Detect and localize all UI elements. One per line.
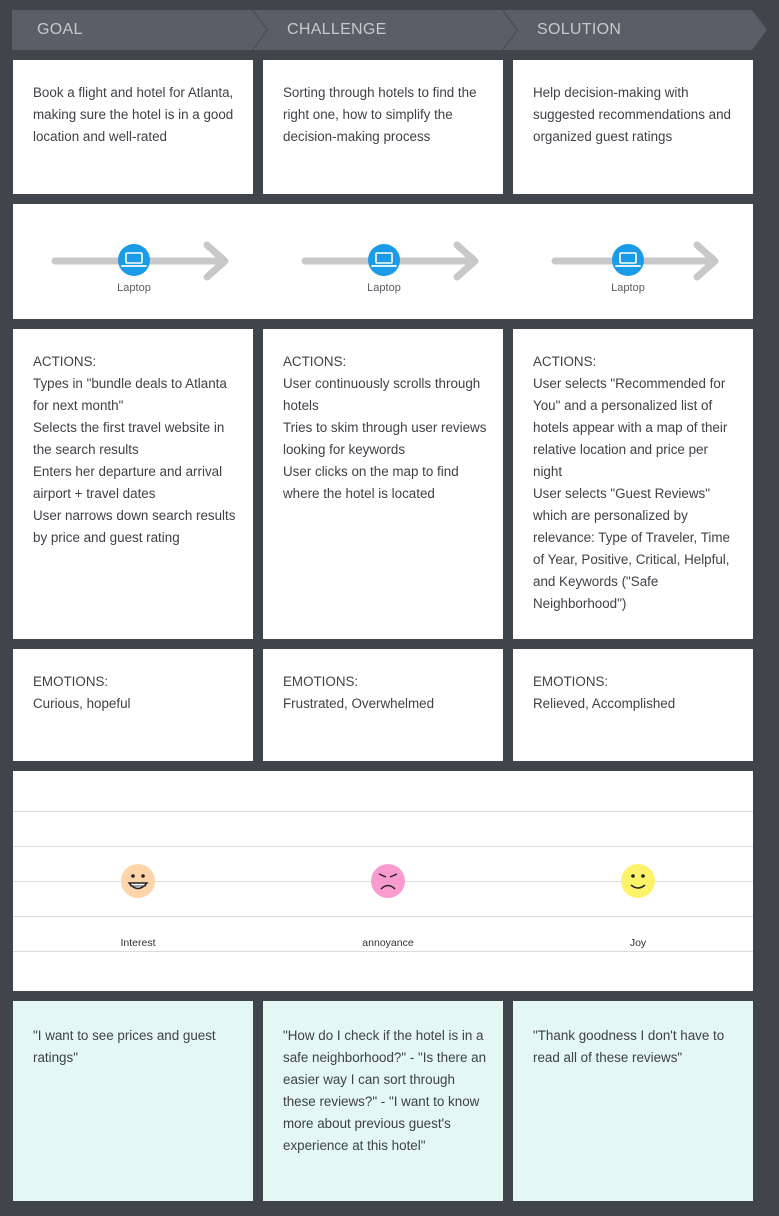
touchpoint-2 bbox=[263, 204, 513, 319]
action-item: User selects "Recommended for You" and a personalized list of hotels appear with a map of their relative location and price per night bbox=[533, 376, 728, 479]
grin-face-icon bbox=[121, 864, 155, 898]
solution-text: Help decision-making with suggested recommendations and organized guest ratings bbox=[533, 85, 732, 144]
quote-text: "How do I check if the hotel is in a safe neighborhood?" - "Is there an easier way I can sort through these reviews?" - "I want to know more about previous guest's experience at this hotel" bbox=[283, 1028, 487, 1153]
touchpoint-label: Laptop bbox=[117, 282, 151, 294]
emotions-card-goal bbox=[13, 649, 253, 761]
touchpoint-1 bbox=[13, 204, 263, 319]
emotions-heading: EMOTIONS: bbox=[283, 674, 359, 689]
emotion-curve-chart bbox=[13, 771, 753, 991]
challenge-card bbox=[263, 60, 503, 194]
action-item: User narrows down search results by price and guest rating bbox=[33, 508, 236, 545]
touchpoint-label: Laptop bbox=[611, 282, 645, 294]
emotions-card-solution bbox=[513, 649, 753, 761]
touchpoint-3 bbox=[513, 204, 753, 319]
quote-card-goal bbox=[13, 1001, 253, 1201]
stage-goal-label: GOAL bbox=[37, 21, 83, 38]
laptop-icon bbox=[612, 244, 644, 276]
action-item: User clicks on the map to find where the hotel is located bbox=[283, 464, 459, 501]
action-item: User continuously scrolls through hotels bbox=[283, 376, 481, 413]
action-item: Tries to skim through user reviews looking for keywords bbox=[283, 420, 487, 457]
emotions-text: Relieved, Accomplished bbox=[533, 696, 676, 711]
action-item: User selects "Guest Reviews" which are personalized by relevance: Type of Traveler, Time of Year, Positive, Critical, Helpful, and Keywords ("Safe Neighborhood") bbox=[533, 486, 730, 611]
emotions-heading: EMOTIONS: bbox=[33, 674, 109, 689]
goal-card bbox=[13, 60, 253, 194]
touchpoint-label: Laptop bbox=[367, 282, 401, 294]
emotions-text: Frustrated, Overwhelmed bbox=[283, 696, 435, 711]
challenge-text: Sorting through hotels to find the right one, how to simplify the decision-making process bbox=[283, 85, 477, 144]
emotion-label-joy: Joy bbox=[629, 937, 647, 949]
emotions-card-challenge bbox=[263, 649, 503, 761]
goal-text: Book a flight and hotel for Atlanta, making sure the hotel is in a good location and well-rated bbox=[33, 85, 234, 144]
actions-heading: ACTIONS: bbox=[533, 354, 597, 369]
stage-challenge-label: CHALLENGE bbox=[287, 21, 387, 38]
smile-face-icon bbox=[621, 864, 655, 898]
actions-card-goal bbox=[13, 329, 253, 639]
stage-solution-label: SOLUTION bbox=[537, 21, 622, 38]
action-item: Selects the first travel website in the search results bbox=[33, 420, 225, 457]
actions-card-challenge bbox=[263, 329, 503, 639]
actions-card-solution bbox=[513, 329, 753, 639]
touchpoint-panel bbox=[13, 204, 753, 319]
quote-card-challenge bbox=[263, 1001, 503, 1201]
actions-heading: ACTIONS: bbox=[33, 354, 97, 369]
quote-card-solution bbox=[513, 1001, 753, 1201]
action-item: Types in "bundle deals to Atlanta for next month" bbox=[33, 376, 227, 413]
quote-text: "I want to see prices and guest ratings" bbox=[33, 1028, 216, 1065]
stage-header bbox=[12, 10, 767, 50]
emotions-text: Curious, hopeful bbox=[33, 696, 131, 711]
stage-chevrons bbox=[12, 10, 767, 50]
emotion-label-interest: Interest bbox=[120, 937, 156, 949]
laptop-icon bbox=[118, 244, 150, 276]
emotions-heading: EMOTIONS: bbox=[533, 674, 609, 689]
sad-face-icon bbox=[371, 864, 405, 898]
emotion-label-annoyance: annoyance bbox=[362, 937, 414, 949]
emotion-curve-panel bbox=[13, 771, 753, 991]
solution-card bbox=[513, 60, 753, 194]
actions-heading: ACTIONS: bbox=[283, 354, 347, 369]
quote-text: "Thank goodness I don't have to read all of these reviews" bbox=[533, 1028, 725, 1065]
laptop-icon bbox=[368, 244, 400, 276]
action-item: Enters her departure and arrival airport + travel dates bbox=[33, 464, 223, 501]
